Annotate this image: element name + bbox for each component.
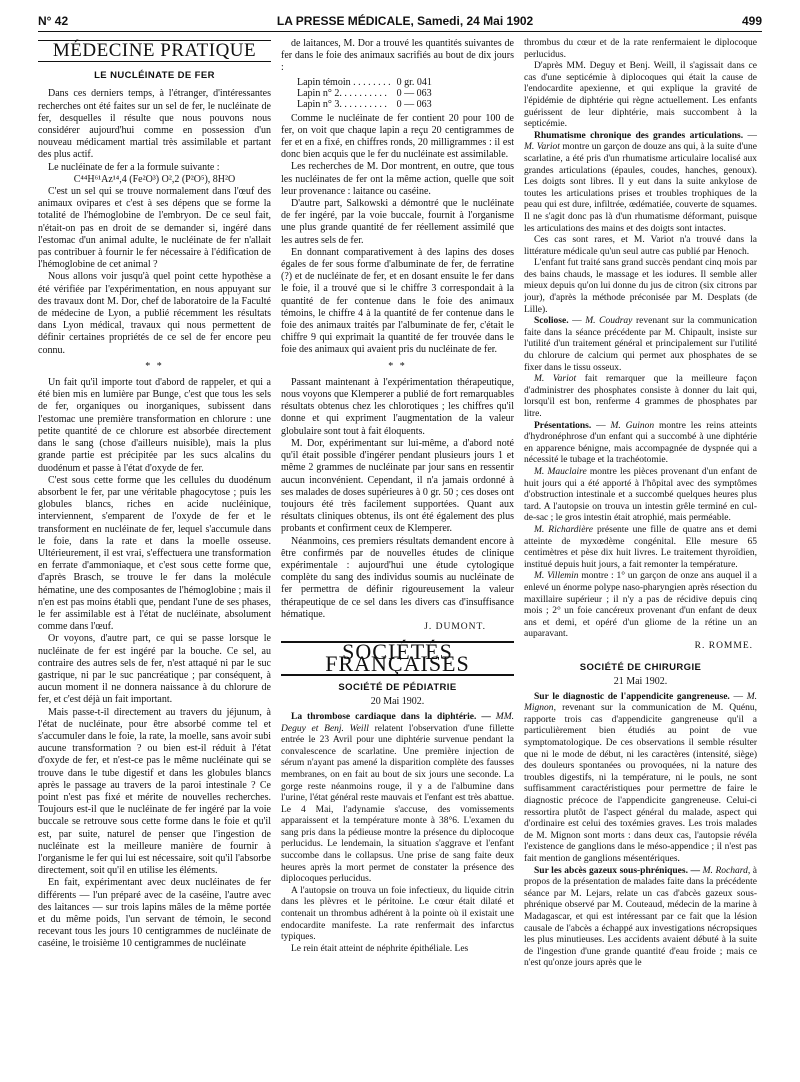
author-signature: R. ROMME. xyxy=(694,640,753,651)
paragraph: M. Variot fait remarquer que la meilleure façon d'administrer des phosphates consiste à donner du lait qui, lorsqu'il est bon, renferme 4 grammes de phosphates par litre. xyxy=(524,374,757,419)
paragraph: Ces cas sont rares, et M. Variot n'a trouvé dans la littérature médicale qu'un seul autre cas publié par Henoch. xyxy=(524,235,757,257)
author-signature: J. DUMONT. xyxy=(424,621,486,632)
paragraph: Le rein était atteint de néphrite épithéliale. Les xyxy=(291,943,469,954)
paragraph: de laitances, M. Dor a trouvé les quantités suivantes de fer dans le foie des animaux sacrifiés au bout de dix jours : xyxy=(281,38,514,74)
paragraph: Néanmoins, ces premiers résultats demandent encore à être confirmés par de nouvelles études de clinique expérimentale : aujourd'hui une étude cytologique complète du sang des individus soumis au nucléinate de fer permettra de définir rigoureusement la valeur thérapeutique de ce sel dans les divers cas d'insuffisance hématique. xyxy=(281,535,514,620)
journal-title: LA PRESSE MÉDICALE, Samedi, 24 Mai 1902 xyxy=(276,14,534,28)
paragraph: La thrombose cardiaque dans la diphtérie. — MM. Deguy et Benj. Weill relatent l'observation d'une fillette entrée le 23 Avril pour une diphtérie survenue pendant la convalescence de scarlatine. Une première injection de sérum n'ayant pas amené la disparition complète des fausses membranes, on en fait au bout de six jours une seconde. La gorge reste néanmoins rouge, il y a de l'albumine dans l'urine, l'état général reste mauvais et l'enfant est très abattue. Le 4 Mai, l'adynamie s'accuse, des vomissements apparaissent et la température monte à 38°6. L'examen du sang pris dans la pédieuse montre la présence du diplocoque perlucidus. Le lendemain, la situation s'aggrave et l'enfant succombe dans le collapsus. Une prise de sang faite deux heures après la mort permet de constater la présence des diplocoques perlucidus. xyxy=(281,711,514,885)
column-1 xyxy=(38,38,271,970)
paragraph: Les recherches de M. Dor montrent, en outre, que tous les nucléinates de fer ont la même action, quelle que soit leur provenance : laitance ou caséine. xyxy=(281,161,514,197)
paragraph: Dans ces derniers temps, à l'étranger, d'intéressantes recherches ont été faites sur un sel de fer, le nucléinate de fer, desquelles il résulte que nous pouvons nous considérer aujourd'hui comme en possession d'un nouveau médicament martial très assimilable et partant des plus actif. xyxy=(38,88,271,161)
paragraph: thrombus du cœur et de la rate renfermaient le diplocoque perlucidus. xyxy=(524,38,757,60)
paragraph: D'après MM. Deguy et Benj. Weill, il s'agissait dans ce cas d'une septicémie à diplocoques qui était la cause de l'endocardite apexienne, et qui explique la gravité de l'épidémie de diphtérie qui règne actuellement. Les enfants guérissent de leur diphtérie, mais succombent à la septicémie. xyxy=(524,61,757,130)
columns xyxy=(38,38,762,970)
session-date: 20 Mai 1902. xyxy=(370,695,425,707)
paragraph: Rhumatisme chronique des grandes articulations. — M. Variot montre un garçon de douze ans qui, à la suite d'une scarlatine, a été pris d'un rhumatisme articulaire localisé aux grandes articulations (épaules, coudes, hanches, genoux). Les doigts sont libres. Il y eut dans la suite ankylose de toutes les articulations prises et troubles trophiques de la peau qui est dure, infiltrée, œdématiée, couverte de squames. Il ne s'agit donc pas là d'un rhumatisme déformant, puisque les articulations des mains et des doigts sont intactes. xyxy=(524,130,757,234)
paragraph: En donnant comparativement à des lapins des doses égales de fer sous forme d'albuminate de fer, de ferratine (?) et de nucléinate de fer, et en dosant ensuite le fer dans le foie, il a trouvé que si le chiffre 3 correspondait à la quantité de fer contenue dans le foie des animaux témoins, le chiffre 4 à la quantité de fer contenue dans le foie des animaux traités par l'albuminate de fer, c'était le chiffre 9 qui exprimait la quantité de fer trouvée dans le foie des animaux qui avaient pris du nucléinate de fer. xyxy=(281,246,514,356)
paragraph: C'est un sel qui se trouve normalement dans l'œuf des animaux ovipares et c'est à ses dépens que se forme la totalité de l'hémoglobine de l'embryon. De ce seul fait, n'était-on pas en droit de se demander si, ingéré dans l'estomac d'un animal adulte, le nucléinate de fer n'allait pas contribuer à fournir le fer nécessaire à l'édification de l'hémoglobine de cet animal ? xyxy=(38,186,271,271)
paragraph: M. Dor, expérimentant sur lui-même, a d'abord noté qu'il était possible d'ingérer pendant plusieurs jours 1 et même 2 grammes de nucléinate par jour sans en ressentir aucun inconvénient. Cependant, il n'a jamais ordonné à ses malades de doses supérieures à 0 gr. 50 ; ces doses ont toujours été très facilement supportées. Quant aux résultats cliniques obtenus, ils ont été également des plus probants et confirment ceux de Klemperer. xyxy=(281,437,514,535)
paragraph: Nous allons voir jusqu'à quel point cette hypothèse a été vérifiée par l'expérimentation, en nous appuyant sur des travaux dont M. Dor, chef de laboratoire de la Faculté de médecine de Lyon, a publié récemment les résultats dans Lyon médical, travaux qui nous permettent de définir certaines propriétés de ce sel de fer encore peu connu. xyxy=(38,271,271,356)
issue-number: N° 42 xyxy=(38,14,69,28)
paragraph: Présentations. — M. Guinon montre les reins atteints d'hydronéphrose d'un enfant qui a succombé à une diphtérie en apparence bénigne, mais accompagnée de dyspnée qui a nécessité le tubage et la trachéotomie. xyxy=(524,420,757,466)
society-heading: SOCIÉTÉ DE CHIRURGIE xyxy=(579,662,702,674)
table-row: Lapin n° 2. . . . . . . . . . 0 — 063 xyxy=(297,87,432,99)
paragraph: M. Villemin montre : 1° un garçon de onze ans auquel il a enlevé un énorme polype naso-pharyngien après résection du maxillaire supérieur ; il n'y a pas de récidive depuis cinq mois ; 2° un foie cancéreux provenant d'un enfant de deux ans et demi, et opéré d'un gliome de la rétine un an auparavant. xyxy=(524,571,757,640)
paragraph: D'autre part, Salkowski a démontré que le nucléinate de fer ingéré, par la voie buccale, fournit à l'organisme une plus grande quantité de fer réellement assimilé que les autres sels de fer. xyxy=(281,198,514,246)
article-title: LE NUCLÉINATE DE FER xyxy=(94,70,215,82)
chemical-formula: C⁴⁴H⁶¹Az¹⁴,4 (Fe²O³) O²,2 (P²O⁵), 8H²O xyxy=(73,173,236,185)
society-heading: SOCIÉTÉ DE PÉDIATRIE xyxy=(338,681,457,693)
page-number: 499 xyxy=(741,14,762,28)
paragraph: Comme le nucléinate de fer contient 20 pour 100 de fer, on voit que chaque lapin a reçu 20 centigrammes de fer et en a fixé, en chiffres ronds, 20 milligrammes : il est donc bien acquis que le fer du nucléinate est assimilable. xyxy=(281,112,514,161)
paragraph: Un fait qu'il importe tout d'abord de rappeler, et qui a été bien mis en lumière par Bunge, c'est que tous les sels de fer, organiques ou inorganiques, subissent dans l'estomac une première transformation en chlorure : une petite quantité de ce chlorure est absorbée directement dans le sang (chose d'ailleurs nuisible), mais la plus grande partie est précipitée par les sucs alcalins du duodénum et passe à l'état d'oxyde de fer. xyxy=(38,377,271,474)
column-3 xyxy=(524,38,757,970)
paragraph: En fait, expérimentant avec deux nucléinates de fer différents — l'un préparé avec de la caséine, l'autre avec des laitances — sur trois lapins mâles de la même portée et du même poids, l'un servant de témoin, le second recevant tous les jours 10 centigrammes de nucléinate de caséine, le troisième 10 centigrammes de nucléinate xyxy=(38,877,271,950)
societies-banner: SOCIÉTÉS FRANÇAISES xyxy=(281,641,514,675)
paragraph: Or voyons, d'autre part, ce qui se passe lorsque le nucléinate de fer est ingéré par la bouche. Ce sel, au contraire des autres sels de fer, n'est attaqué ni par le suc gastrique, ni par le suc pancréatique ; par conséquent, à aucun moment il ne donnera naissance à du chlorure de fer, et c'est déjà un fait important. xyxy=(38,633,271,706)
session-date: 21 Mai 1902. xyxy=(613,676,668,688)
paragraph: Scoliose. — M. Coudray revenant sur la communication faite dans la séance précédente par M. Chipault, insiste sur l'utilité d'un traitement général et principalement sur l'utilité du chlorure de calcium qui permet aux phosphates de se fixer dans le tissu osseux. xyxy=(524,316,757,373)
paragraph: A l'autopsie on trouva un foie infectieux, du liquide citrin dans les plèvres et le péritoine. Le cœur était dilaté et contenait un thrombus adhérent à la pointe où il existait une endocardite manifeste. La rate renfermait des infarctus typiques. xyxy=(281,885,514,943)
asterism: * * xyxy=(145,360,164,372)
paragraph: Passant maintenant à l'expérimentation thérapeutique, nous voyons que Klemperer a publié de fort remarquables résultats obtenus chez les chlorotiques ; les chiffres qu'il donne et qui expriment l'augmentation de la valeur globulaire sont tout à fait éloquents. xyxy=(281,376,514,437)
paragraph: Le nucléinate de fer a la formule suivante : xyxy=(48,161,220,173)
section-title: MÉDECINE PRATIQUE xyxy=(38,40,271,62)
paragraph: Sur les abcès gazeux sous-phréniques. — M. Rochard, à propos de la présentation de malades faite dans la précédente séance par M. Lejars, relate un cas d'abcès gazeux sous-phrénique observé par M. Couteaud, médecin de la marine à Madagascar, et qui est intéressant par ce fait que la lésion causale de l'abcès a échappé aux investigations nécropsiques les plus minutieuses. Les accidents avaient débuté à la suite de l'ingestion d'une grande quantité d'eau froide ; mais ce n'est qu'onze jours après que le xyxy=(524,865,757,969)
iron-table xyxy=(297,77,438,110)
paragraph: Sur le diagnostic de l'appendicite gangreneuse. — M. Mignon, revenant sur la communication de M. Quénu, rapporte trois cas d'appendicite gangreneuse qu'il a particulièrement bien étudiés au point de vue symptomatologique. De ces observations il semble résulter que ni le mode de début, ni les caractères (intensité, siège) des douleurs spontanées ou provoquées, ni la nature des troubles digestifs, ni la température, ni le pouls, ne sont suffisamment caractéristiques pour permettre de faire le diagnostic précoce de l'appendicite gangreneuse. Celui-ci ressortira plutôt de l'aspect général du malade, aspect qui d'ordinaire est celui des toxémies graves. Les trois malades de M. Mignon sont morts : dans deux cas, l'autopsie révéla l'existence de ganglions dans le méso-appendice ; il n'est pas fait mention de ganglions mésentériques. xyxy=(524,691,757,864)
paragraph: L'enfant fut traité sans grand succès pendant cinq mois par des bains chauds, le massage et les iodures. Il semble aller mieux depuis qu'on lui donne du jus de citron (six citrons par jour), d'après la méthode préconisée par M. Desplats (de Lille). xyxy=(524,258,757,315)
paragraph: M. Mauclaire montre les pièces provenant d'un enfant de huit jours qui a été apporté à l'hôpital avec des symptômes d'obstruction intestinale et a succombé quelques heures plus tard. A l'autopsie on trouva un intestin grêle terminé en cul-de-sac ; le gros intestin était atrophié, mais perméable. xyxy=(524,466,757,524)
running-head xyxy=(38,14,762,32)
paragraph: C'est sous cette forme que les cellules du duodénum absorbent le fer, par une véritable phagocytose ; puis les globules blancs, riches en acide nucléinique, interviennent, s'emparent de l'oxyde de fer et le transforment en nucléinate de fer, lequel s'accumule dans le foie, dans la rate et dans la moelle osseuse. Ultérieurement, il est vrai, s'effectuera une transformation en ferrate d'ammoniaque, et c'est sous cette forme que, d'après Brasch, se trouve le fer dans la molécule hématine, une des composantes de l'hémoglobine ; mais il n'en est pas moins établi que, pendant l'une de ses phases, le fer assimilable est à l'état de nucléinate, absolument comme dans l'œuf. xyxy=(38,474,271,633)
paragraph: M. Richardière présente une fille de quatre ans et demi atteinte de myxœdème congénital. Elle mesure 65 centimètres et pèse dix huit livres. Le traitement thyroïdien, institué depuis huit jours, a fait remonter la température. xyxy=(524,524,757,570)
table-row: Lapin témoin . . . . . . . . 0 gr. 041 xyxy=(297,76,432,88)
table-row: Lapin n° 3. . . . . . . . . . 0 — 063 xyxy=(297,98,432,110)
column-2 xyxy=(281,38,514,970)
asterism: * * xyxy=(388,360,407,372)
paragraph: Mais passe-t-il directement au travers du jéjunum, à l'état de nucléinate, pour être absorbé comme tel et s'accumuler dans le foie, la rate, la moelle, sans avoir subi aucune transformation ? ou bien est-il réduit à l'état d'oxyde de fer, et n'est-ce pas le même nucléinate qui se trouve dans le tube digestif et dans les globules blancs après le passage au travers de la paroi intestinale ? Ce point n'est pas fixé et mérite de nouvelles recherches. Toujours est-il que le nucléinate de fer ingéré par la voie buccale se retrouve sous cette forme dans le foie et qu'il est, par suite, naturel de penser que l'ingestion de nucléinate est la meilleure manière de fournir à l'organisme le fer qui lui est nécessaire, soit qu'il l'absorbe directement, soit qu'il en utilise les éléments. xyxy=(38,706,271,877)
